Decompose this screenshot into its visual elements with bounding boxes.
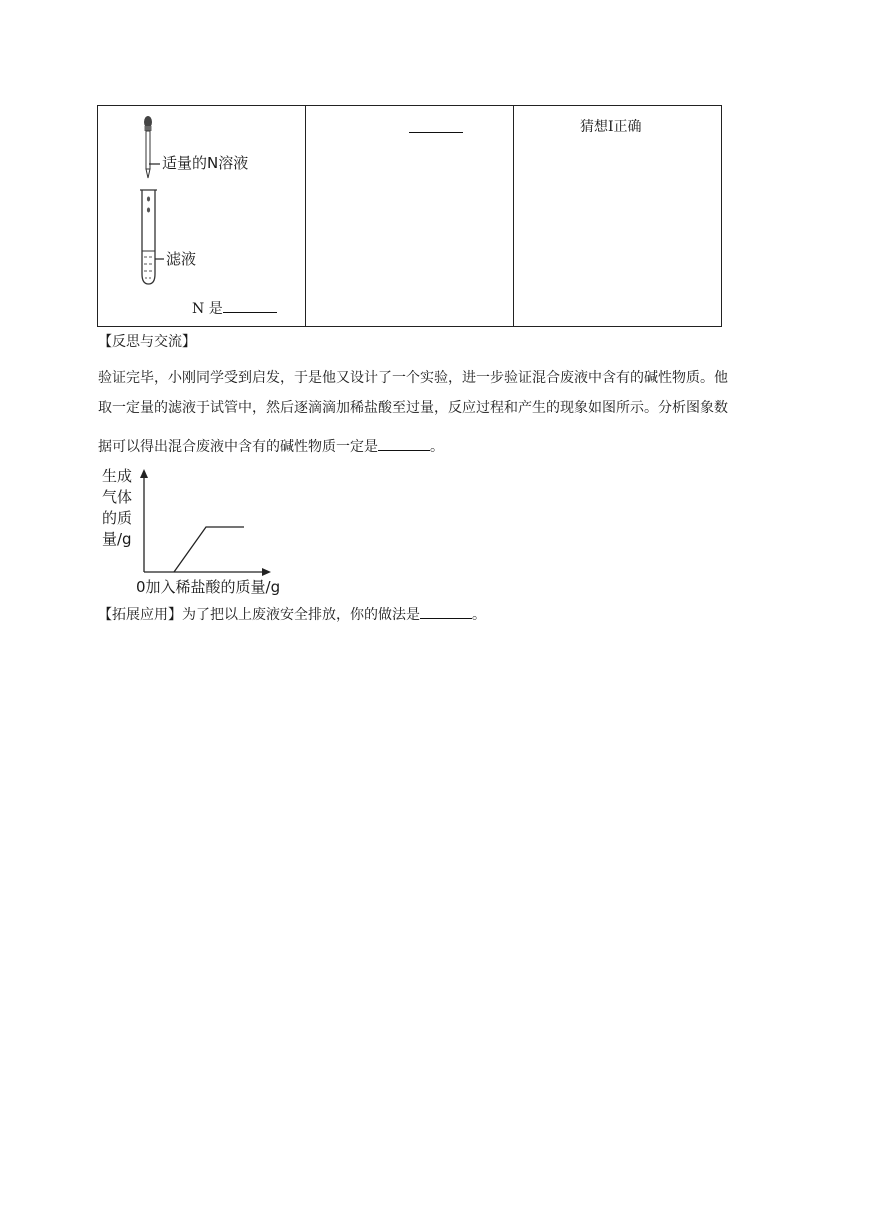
x-axis-label-row bbox=[136, 576, 280, 597]
apply-prefix: 【拓展应用】为了把以上废液安全排放，你的做法是 bbox=[98, 607, 420, 623]
dropper-icon bbox=[144, 116, 160, 178]
apparatus-illustration bbox=[98, 106, 305, 326]
y-axis-arrow bbox=[140, 469, 148, 478]
n-answer-prefix: N 是 bbox=[192, 301, 223, 317]
x-axis-arrow bbox=[262, 568, 271, 576]
y-axis-label-line: 生成 bbox=[102, 467, 133, 485]
experiment-table bbox=[97, 105, 722, 327]
table-cell-conclusion bbox=[514, 106, 722, 327]
x-axis-label: 加入稀盐酸的质量/g bbox=[145, 578, 281, 596]
conclusion-text: 猜想Ⅰ正确 bbox=[580, 119, 642, 135]
table-cell-phenomenon bbox=[306, 106, 514, 327]
y-axis-label-line: 的质 bbox=[102, 509, 133, 527]
table-row bbox=[98, 106, 722, 327]
reflect-line-3 bbox=[98, 433, 798, 462]
disposal-method-blank[interactable] bbox=[420, 604, 472, 619]
test-tube-icon bbox=[140, 190, 164, 284]
table-cell-apparatus bbox=[98, 106, 306, 327]
gas-mass-graph bbox=[98, 466, 298, 598]
apply-line bbox=[98, 601, 798, 630]
tube-label: 滤液 bbox=[166, 250, 197, 268]
gas-curve bbox=[174, 527, 244, 572]
apply-suffix: 。 bbox=[472, 607, 486, 623]
origin-label: 0 bbox=[136, 578, 146, 596]
n-answer-blank[interactable] bbox=[223, 298, 277, 313]
reflect-line-3-prefix: 据可以得出混合废液中含有的碱性物质一定是 bbox=[98, 439, 378, 455]
y-axis-label-line: 量/g bbox=[102, 530, 132, 548]
n-answer-line bbox=[192, 298, 277, 318]
y-axis-label-line: 气体 bbox=[102, 488, 133, 506]
y-axis-label bbox=[102, 466, 132, 550]
phenomenon-blank[interactable] bbox=[409, 118, 463, 133]
reflect-heading: 【反思与交流】 bbox=[98, 334, 196, 350]
reflect-line-2: 取一定量的滤液于试管中，然后逐滴滴加稀盐酸至过量，反应过程和产生的现象如图所示。分析图象数 bbox=[98, 400, 728, 416]
reflect-line-1: 验证完毕，小刚同学受到启发，于是他又设计了一个实验，进一步验证混合废液中含有的碱性物质。他 bbox=[98, 370, 728, 386]
dropper-label: 适量的N溶液 bbox=[162, 154, 249, 172]
alkaline-substance-blank[interactable] bbox=[378, 436, 430, 451]
reflect-line-3-suffix: 。 bbox=[430, 439, 444, 455]
